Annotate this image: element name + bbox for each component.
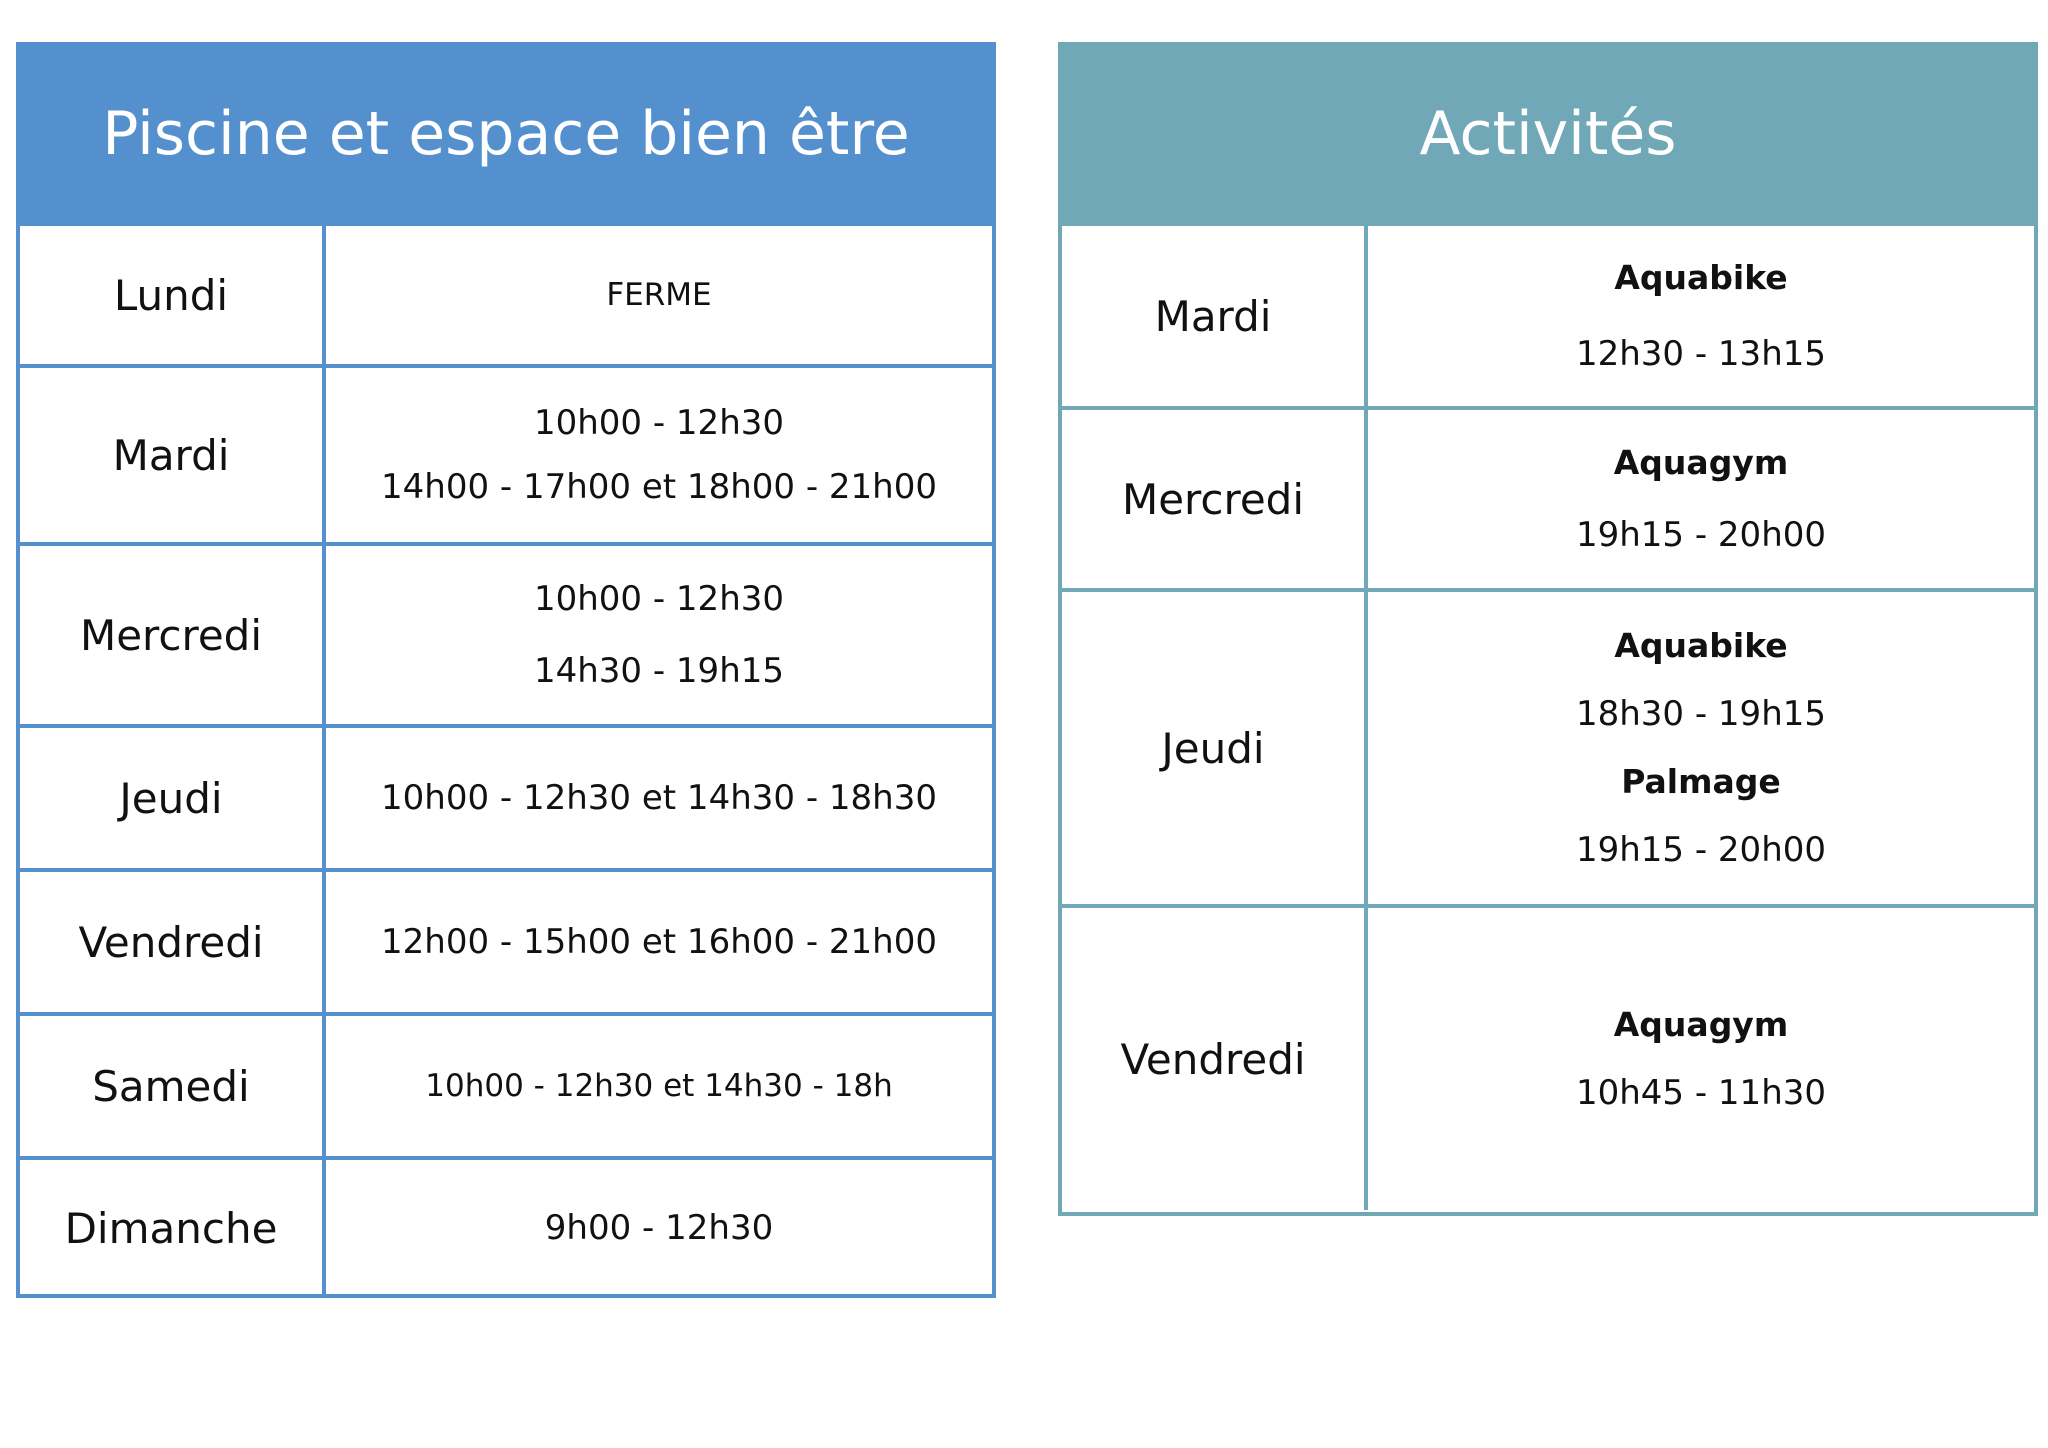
table-row (1062, 224, 2034, 408)
table-row (1062, 408, 2034, 590)
activities-schedule-panel (1058, 42, 2038, 1216)
pool-schedule-title: Piscine et espace bien être (20, 46, 992, 222)
activities-schedule-table (1062, 222, 2034, 1210)
day-label: Mardi (20, 366, 324, 544)
hours-text: 10h00 - 12h30 et 14h30 - 18h (425, 1068, 893, 1104)
hours-text: 10h00 - 12h30 (533, 403, 785, 443)
hours-text: FERME (606, 277, 712, 313)
table-row (20, 1014, 992, 1158)
hours-cell (324, 1158, 992, 1296)
day-label: Vendredi (20, 870, 324, 1014)
table-row (20, 544, 992, 726)
table-row (20, 366, 992, 544)
hours-text: 10h00 - 12h30 et 14h30 - 18h30 (381, 778, 937, 818)
day-label: Samedi (20, 1014, 324, 1158)
activity-time: 10h45 - 11h30 (1575, 1073, 1827, 1113)
activity-name: Aquagym (1613, 443, 1789, 482)
pool-schedule-panel (16, 42, 996, 1298)
table-row (20, 870, 992, 1014)
day-label: Mercredi (1062, 408, 1366, 590)
hours-cell (324, 870, 992, 1014)
activity-name: Palmage (1621, 762, 1781, 801)
activity-time: 18h30 - 19h15 (1575, 694, 1827, 734)
hours-text: 14h00 - 17h00 et 18h00 - 21h00 (381, 467, 937, 507)
table-row (1062, 906, 2034, 1210)
hours-text: 9h00 - 12h30 (544, 1208, 774, 1248)
activity-cell (1366, 906, 2034, 1210)
activity-name: Aquabike (1614, 626, 1788, 665)
day-label: Dimanche (20, 1158, 324, 1296)
activities-schedule-title: Activités (1062, 46, 2034, 222)
pool-schedule-table (20, 222, 992, 1296)
day-label: Jeudi (20, 726, 324, 870)
activity-time: 12h30 - 13h15 (1575, 334, 1827, 374)
hours-cell (324, 1014, 992, 1158)
activity-cell (1366, 408, 2034, 590)
hours-cell (324, 544, 992, 726)
activity-time: 19h15 - 20h00 (1575, 515, 1827, 555)
hours-cell (324, 224, 992, 366)
table-row (20, 224, 992, 366)
table-row (1062, 590, 2034, 906)
hours-cell (324, 726, 992, 870)
activity-cell (1366, 224, 2034, 408)
hours-text: 12h00 - 15h00 et 16h00 - 21h00 (381, 922, 937, 962)
table-row (20, 1158, 992, 1296)
activity-cell (1366, 590, 2034, 906)
day-label: Vendredi (1062, 906, 1366, 1210)
activity-name: Aquagym (1613, 1005, 1789, 1044)
hours-cell (324, 366, 992, 544)
day-label: Mercredi (20, 544, 324, 726)
table-row (20, 726, 992, 870)
day-label: Mardi (1062, 224, 1366, 408)
activity-time: 19h15 - 20h00 (1575, 830, 1827, 870)
hours-text: 10h00 - 12h30 (533, 579, 785, 619)
hours-text: 14h30 - 19h15 (533, 651, 785, 691)
activity-name: Aquabike (1614, 258, 1788, 297)
day-label: Lundi (20, 224, 324, 366)
day-label: Jeudi (1062, 590, 1366, 906)
